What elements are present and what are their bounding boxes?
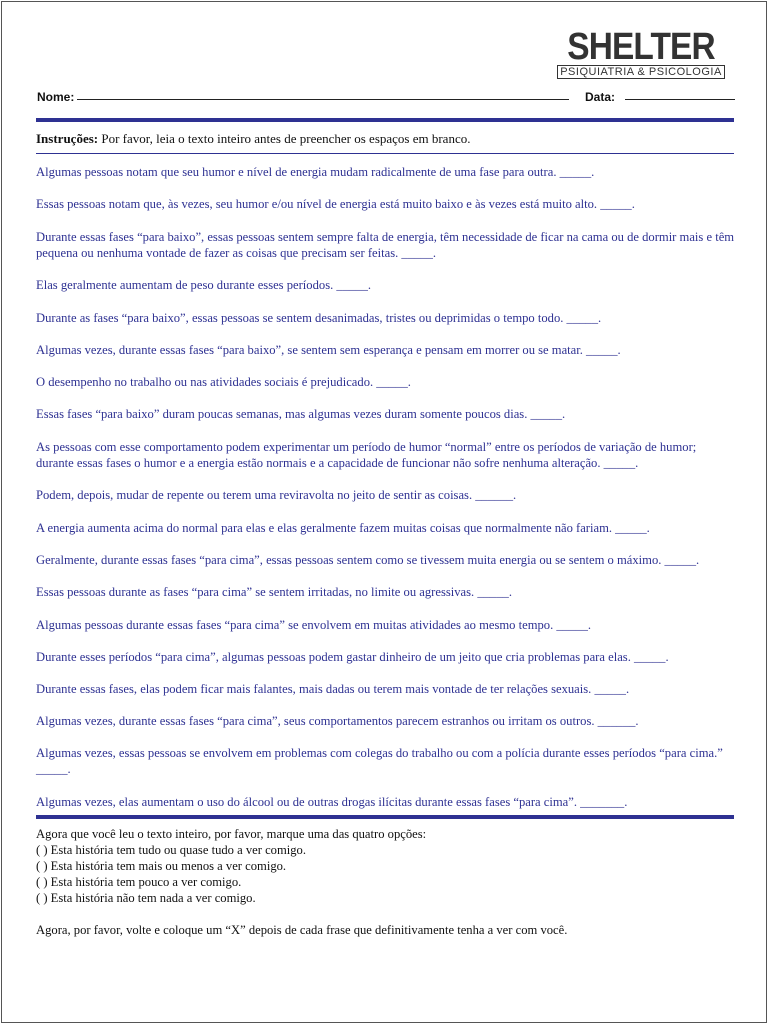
statement-item: Durante as fases “para baixo”, essas pessoas se sentem desanimadas, tristes ou deprimidas o tempo todo. _____. — [36, 311, 602, 325]
statement-item: A energia aumenta acima do normal para elas e elas geralmente fazem muitas coisas que normalmente não fariam. _____. — [36, 521, 650, 535]
header-divider — [36, 118, 734, 122]
name-label: Nome: — [37, 90, 75, 104]
footer-divider — [36, 815, 734, 819]
instructions-divider — [36, 153, 734, 154]
statement-item: Algumas vezes, durante essas fases “para cima”, seus comportamentos parecem estranhos ou irritam os outros. ______. — [36, 714, 639, 728]
final-instruction: Agora, por favor, volte e coloque um “X” depois de cada frase que definitivamente tenha a ver com você. — [36, 923, 568, 937]
statement-item: Podem, depois, mudar de repente ou terem uma reviravolta no jeito de sentir as coisas. ______. — [36, 488, 517, 502]
statement-item: Algumas vezes, essas pessoas se envolvem em problemas com colegas do trabalho ou com a polícia durante esses períodos “para cima.” _____. — [36, 746, 723, 776]
option-item[interactable]: ( ) Esta história tem tudo ou quase tudo a ver comigo. — [36, 843, 307, 857]
date-label: Data: — [585, 90, 616, 104]
statement-item: Durante essas fases, elas podem ficar mais falantes, mais dadas ou terem mais vontade de ter relações sexuais. _____. — [36, 682, 630, 696]
statement-item: Essas pessoas durante as fases “para cima” se sentem irritadas, no limite ou agressivas. _____. — [36, 585, 512, 599]
statement-item: As pessoas com esse comportamento podem experimentar um período de humor “normal” entre os períodos de variação de humor; durante essas fases o humor e a energia estão normais e a capacidade de funcionar não sofre nenhuma alteração. _____. — [36, 440, 697, 470]
logo-wordmark: SHELTER — [567, 26, 715, 68]
statement-item: Essas pessoas notam que, às vezes, seu humor e/ou nível de energia está muito baixo e às vezes está muito alto. _____. — [36, 197, 635, 211]
statement-item: Durante essas fases “para baixo”, essas pessoas sentem sempre falta de energia, têm necessidade de ficar na cama ou de dormir mais e têm pequena ou nenhuma vontade de fazer as coisas que precisam ser feitas. _____. — [36, 230, 735, 260]
statement-item: Elas geralmente aumentam de peso durante esses períodos. _____. — [36, 278, 372, 292]
statement-item: Algumas pessoas durante essas fases “para cima” se envolvem em muitas atividades ao mesmo tempo. _____. — [36, 618, 592, 632]
instructions — [36, 131, 470, 147]
statement-item: Algumas vezes, durante essas fases “para baixo”, se sentem sem esperança e pensam em morrer ou se matar. _____. — [36, 343, 621, 357]
name-field[interactable] — [77, 99, 569, 100]
logo-tagline: PSIQUIATRIA & PSICOLOGIA — [557, 65, 725, 79]
statement-item: Geralmente, durante essas fases “para cima”, essas pessoas sentem como se tivessem muita energia ou se sentem o máximo. _____. — [36, 553, 700, 567]
statement-item: O desempenho no trabalho ou nas atividades sociais é prejudicado. _____. — [36, 375, 411, 389]
date-field[interactable] — [625, 99, 735, 100]
statement-item: Essas fases “para baixo” duram poucas semanas, mas algumas vezes duram somente poucos dias. _____. — [36, 407, 566, 421]
option-item[interactable]: ( ) Esta história não tem nada a ver comigo. — [36, 891, 256, 905]
instructions-text: Por favor, leia o texto inteiro antes de preencher os espaços em branco. — [98, 131, 471, 146]
instructions-label: Instruções: — [36, 131, 99, 146]
statement-item: Algumas vezes, elas aumentam o uso do álcool ou de outras drogas ilícitas durante essas fases “para cima”. _______. — [36, 795, 628, 809]
option-item[interactable]: ( ) Esta história tem mais ou menos a ver comigo. — [36, 859, 287, 873]
options-intro: Agora que você leu o texto inteiro, por favor, marque uma das quatro opções: — [36, 827, 427, 841]
statement-item: Durante esses períodos “para cima”, algumas pessoas podem gastar dinheiro de um jeito que cria problemas para elas. _____. — [36, 650, 669, 664]
shelter-logo — [557, 26, 725, 79]
option-item[interactable]: ( ) Esta história tem pouco a ver comigo. — [36, 875, 242, 889]
statement-item: Algumas pessoas notam que seu humor e nível de energia mudam radicalmente de uma fase para outra. _____. — [36, 165, 595, 179]
